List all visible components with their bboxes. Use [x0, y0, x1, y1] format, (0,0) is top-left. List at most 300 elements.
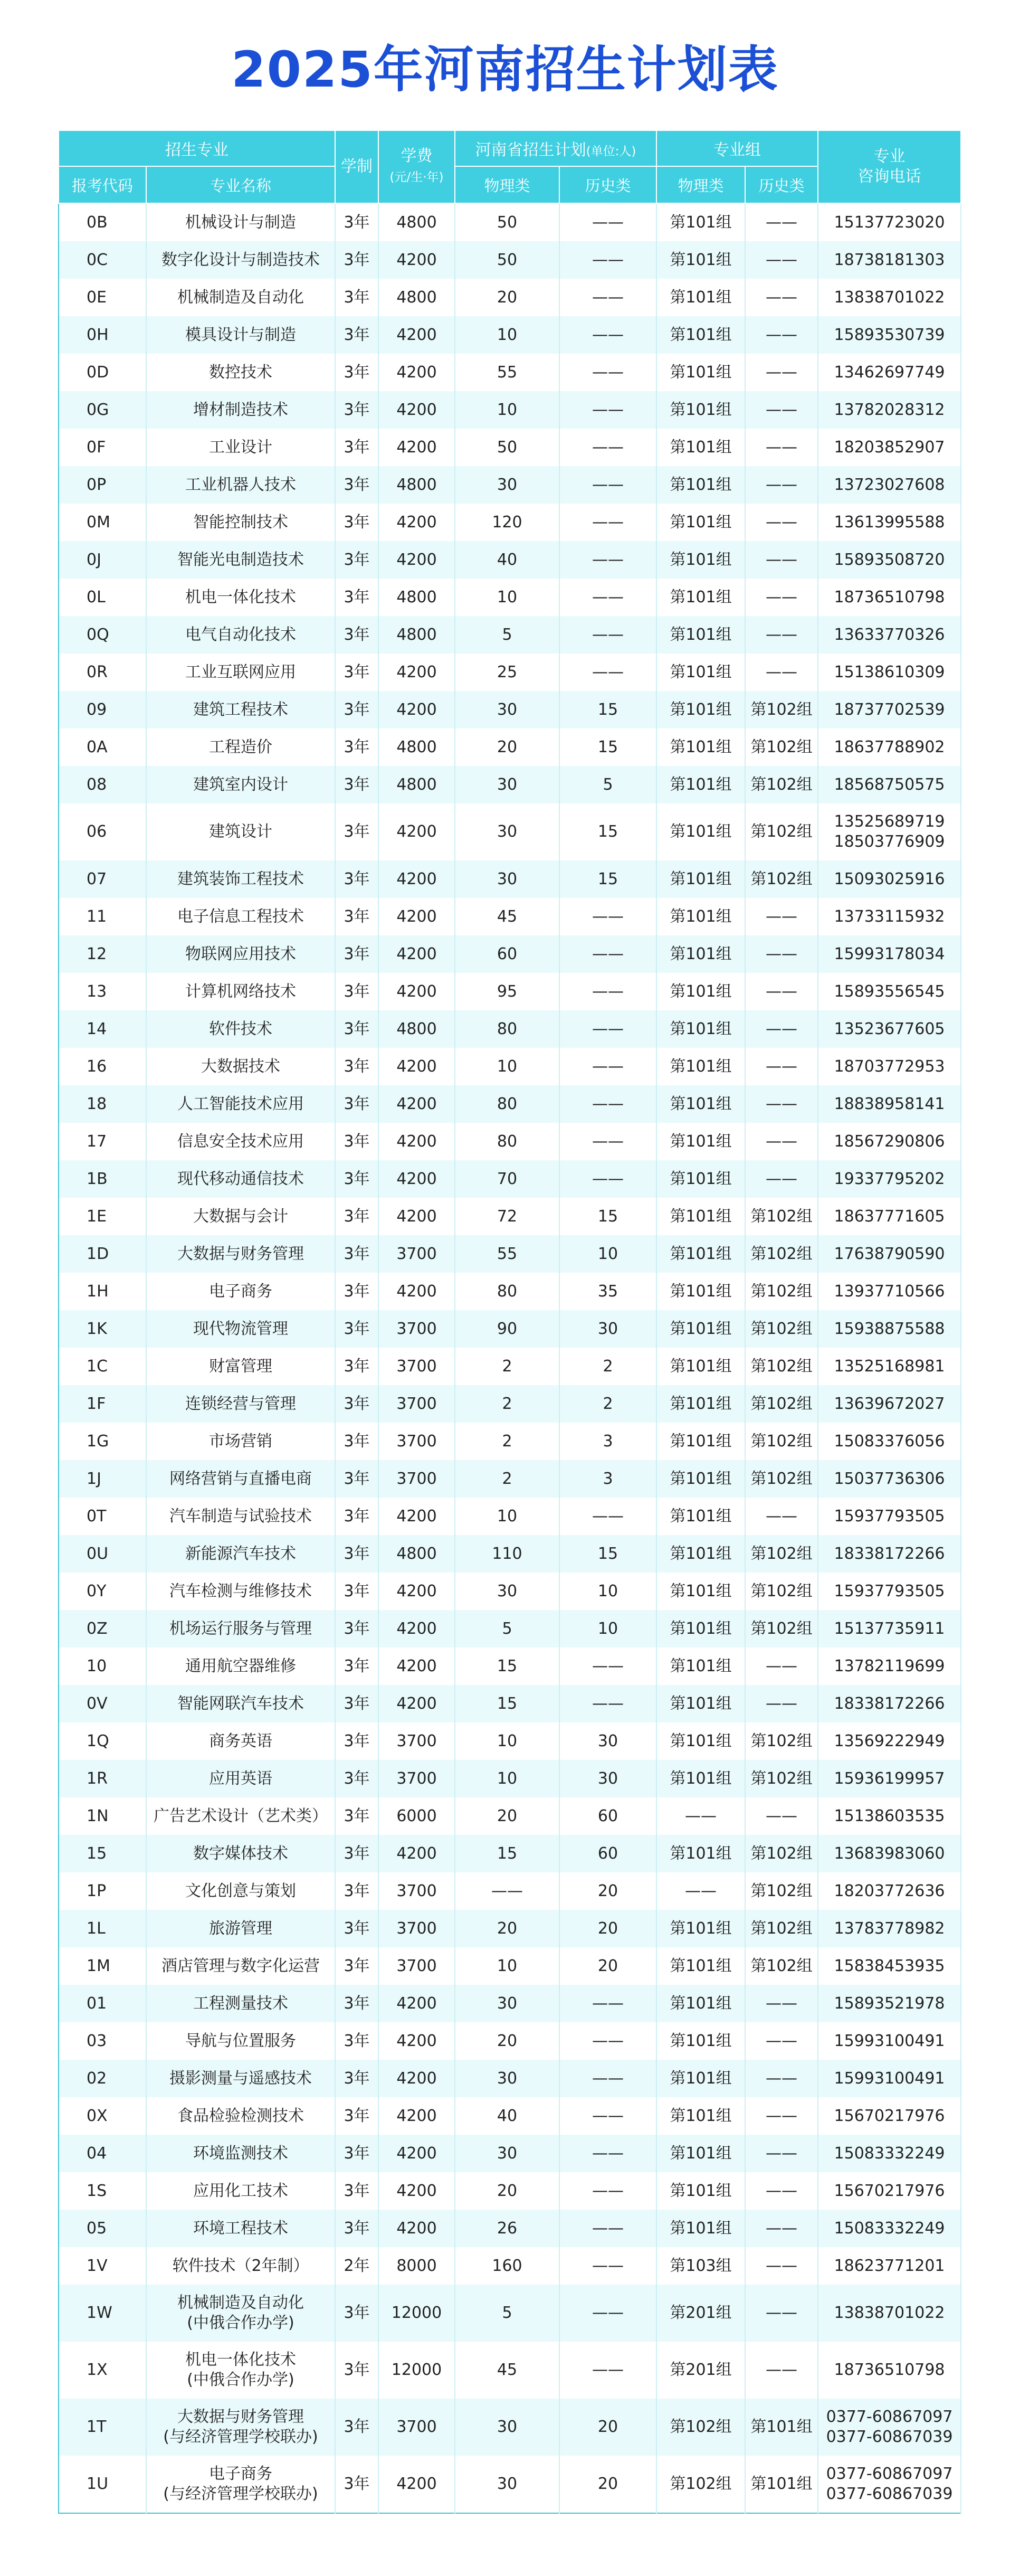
cell-group-physics — [656, 654, 745, 691]
cell-code — [59, 1310, 146, 1348]
cell-phone-text: 18338172266 — [834, 1544, 945, 1563]
cell-duration-text: 3年 — [344, 2031, 370, 2050]
cell-plan-physics — [455, 1835, 559, 1872]
cell-plan-history-text: —— — [592, 2069, 624, 2088]
cell-duration-text: 3年 — [344, 1544, 370, 1563]
cell-group-physics — [656, 1010, 745, 1048]
cell-plan-physics-text: 10 — [497, 400, 518, 419]
cell-duration — [335, 935, 378, 973]
table-row — [59, 1010, 961, 1048]
cell-group-history — [745, 1235, 818, 1273]
cell-name — [146, 1235, 335, 1273]
cell-code-text: 1U — [87, 2475, 109, 2493]
cell-group-history-text: —— — [766, 2304, 798, 2322]
cell-duration — [335, 1198, 378, 1235]
cell-fee-text: 4200 — [396, 1057, 437, 1076]
cell-fee-text: 4800 — [396, 775, 437, 794]
cell-plan-history — [559, 579, 656, 616]
cell-group-physics — [656, 466, 745, 504]
cell-phone-text: 18203852907 — [834, 438, 945, 457]
cell-name-text: 增材制造技术 — [193, 400, 288, 419]
header-group-history: 历史类 — [745, 166, 818, 203]
table-row — [59, 654, 961, 691]
cell-name — [146, 1797, 335, 1835]
cell-group-history-text: —— — [766, 438, 798, 457]
cell-code-text: 0T — [87, 1507, 107, 1526]
cell-plan-physics — [455, 1235, 559, 1273]
cell-group-history-text: —— — [766, 1169, 798, 1188]
cell-name-text: 电子信息工程技术 — [177, 907, 304, 926]
cell-phone — [818, 203, 961, 241]
cell-name-text: 摄影测量与遥感技术 — [169, 2069, 312, 2088]
cell-group-physics-text: 第101组 — [670, 1844, 732, 1863]
table-row — [59, 2022, 961, 2060]
cell-plan-history — [559, 1123, 656, 1160]
cell-fee-text: 4800 — [396, 737, 437, 756]
cell-plan-history — [559, 1273, 656, 1310]
cell-group-history-text: 第102组 — [750, 1844, 813, 1863]
cell-plan-history — [559, 1235, 656, 1273]
cell-code-text: 1W — [87, 2304, 112, 2322]
cell-plan-history-text: 60 — [597, 1844, 618, 1863]
cell-group-history-text: 第102组 — [750, 1731, 813, 1750]
header-name: 专业名称 — [146, 166, 335, 203]
cell-group-physics — [656, 2456, 745, 2513]
header-physics: 物理类 — [455, 166, 559, 203]
cell-group-physics — [656, 2097, 745, 2135]
cell-plan-physics — [455, 1797, 559, 1835]
cell-group-physics-text: —— — [685, 1881, 717, 1900]
cell-fee — [378, 1423, 455, 1460]
cell-group-history-text: 第102组 — [750, 737, 813, 756]
cell-name-text: 工程测量技术 — [193, 1994, 288, 2013]
cell-plan-history-text: —— — [592, 1094, 624, 1113]
cell-group-history — [745, 935, 818, 973]
cell-code — [59, 1048, 146, 1085]
cell-group-history — [745, 1797, 818, 1835]
cell-plan-physics — [455, 1573, 559, 1610]
cell-duration-text: 3年 — [344, 775, 370, 794]
cell-code — [59, 1535, 146, 1573]
cell-name — [146, 316, 335, 354]
header-group: 专业组 — [656, 130, 818, 166]
table-row — [59, 354, 961, 391]
header-duration: 学制 — [335, 130, 378, 203]
table-row — [59, 1835, 961, 1872]
cell-group-history-text: 第101组 — [750, 2475, 813, 2493]
cell-group-history-text: —— — [766, 513, 798, 532]
cell-phone — [818, 803, 961, 860]
cell-fee — [378, 1160, 455, 1198]
cell-plan-history — [559, 691, 656, 728]
cell-group-history-text: 第102组 — [750, 1244, 813, 1263]
cell-group-physics-text: 第101组 — [670, 1432, 732, 1451]
cell-name — [146, 860, 335, 898]
cell-name — [146, 429, 335, 466]
cell-plan-physics-text: 30 — [497, 1581, 518, 1600]
cell-plan-history-text: —— — [592, 2144, 624, 2163]
cell-name — [146, 1535, 335, 1573]
cell-name-text: 电子商务 — [209, 2465, 272, 2483]
cell-duration-text: 3年 — [344, 2181, 370, 2200]
cell-fee — [378, 1498, 455, 1535]
cell-plan-physics — [455, 1610, 559, 1647]
cell-group-history-text: —— — [766, 1057, 798, 1076]
cell-duration-text: 3年 — [344, 213, 370, 232]
cell-group-physics-text: 第101组 — [670, 550, 732, 569]
cell-group-history — [745, 2097, 818, 2135]
cell-plan-physics — [455, 316, 559, 354]
cell-name-text: 现代物流管理 — [193, 1319, 288, 1338]
cell-fee — [378, 654, 455, 691]
cell-fee — [378, 860, 455, 898]
cell-group-history — [745, 616, 818, 654]
cell-code-text: 10 — [87, 1656, 107, 1675]
cell-fee-text: 12000 — [391, 2361, 442, 2379]
cell-group-history — [745, 316, 818, 354]
cell-group-physics — [656, 1385, 745, 1423]
cell-group-physics — [656, 2060, 745, 2097]
cell-group-history — [745, 1872, 818, 1910]
cell-plan-history — [559, 766, 656, 803]
cell-fee-text: 4200 — [396, 363, 437, 382]
cell-name-text: 网络营销与直播电商 — [169, 1469, 312, 1488]
cell-fee-text: 4200 — [396, 1581, 437, 1600]
cell-phone — [818, 241, 961, 279]
table-row — [59, 1910, 961, 1947]
cell-fee-text: 4200 — [396, 1169, 437, 1188]
cell-plan-history-text: 15 — [597, 822, 618, 841]
cell-code — [59, 1573, 146, 1610]
cell-plan-physics-text: 55 — [497, 1244, 518, 1263]
cell-code — [59, 2456, 146, 2513]
cell-group-history-text: 第102组 — [750, 1619, 813, 1638]
cell-plan-physics-text: 20 — [497, 2031, 518, 2050]
cell-phone-line2: 0377-60867039 — [826, 2485, 953, 2503]
table-row — [59, 1310, 961, 1348]
cell-plan-physics — [455, 1273, 559, 1310]
cell-plan-physics-text: 20 — [497, 2181, 518, 2200]
cell-plan-physics — [455, 203, 559, 241]
cell-code — [59, 2399, 146, 2456]
cell-code-text: 1B — [87, 1169, 108, 1188]
cell-plan-history-text: 60 — [597, 1806, 618, 1825]
cell-name — [146, 898, 335, 935]
table-row — [59, 1760, 961, 1797]
cell-fee-text: 3700 — [396, 1244, 437, 1263]
cell-group-physics — [656, 2210, 745, 2247]
cell-name-text: 财富管理 — [209, 1357, 272, 1376]
cell-phone — [818, 1160, 961, 1198]
cell-group-physics — [656, 616, 745, 654]
cell-phone — [818, 935, 961, 973]
cell-name — [146, 1460, 335, 1498]
cell-fee — [378, 1985, 455, 2022]
table-row — [59, 1460, 961, 1498]
cell-code — [59, 2060, 146, 2097]
cell-plan-history — [559, 2342, 656, 2399]
cell-plan-history-text: 2 — [603, 1394, 613, 1413]
cell-group-history — [745, 429, 818, 466]
cell-name-text: 智能网联汽车技术 — [177, 1694, 304, 1713]
cell-group-physics-text: 第101组 — [670, 2031, 732, 2050]
cell-code-text: 0C — [87, 250, 108, 269]
cell-group-history-text: 第102组 — [750, 1881, 813, 1900]
cell-fee — [378, 1348, 455, 1385]
cell-fee-text: 4200 — [396, 1207, 437, 1226]
cell-group-physics-text: 第101组 — [670, 982, 732, 1001]
cell-fee-text: 4800 — [396, 288, 437, 307]
cell-code-text: 0Q — [87, 625, 109, 644]
cell-fee-text: 4800 — [396, 1019, 437, 1038]
cell-group-physics-text: 第101组 — [670, 662, 732, 681]
cell-duration-text: 3年 — [344, 325, 370, 344]
cell-group-history — [745, 803, 818, 860]
cell-name — [146, 1348, 335, 1385]
cell-group-physics — [656, 2285, 745, 2342]
cell-phone — [818, 860, 961, 898]
cell-plan-physics — [455, 2342, 559, 2399]
cell-plan-history — [559, 2399, 656, 2456]
cell-phone — [818, 766, 961, 803]
cell-group-physics-text: 第101组 — [670, 325, 732, 344]
cell-duration — [335, 316, 378, 354]
table-row — [59, 1123, 961, 1160]
cell-name — [146, 2097, 335, 2135]
table-row — [59, 1160, 961, 1198]
cell-group-history-text: —— — [766, 1019, 798, 1038]
cell-name — [146, 1498, 335, 1535]
cell-code — [59, 429, 146, 466]
cell-plan-physics — [455, 860, 559, 898]
cell-duration-text: 3年 — [344, 1694, 370, 1713]
cell-code-text: 1L — [87, 1919, 106, 1938]
cell-name-text: 应用英语 — [209, 1769, 272, 1788]
table-row — [59, 2097, 961, 2135]
cell-code — [59, 728, 146, 766]
cell-code — [59, 1235, 146, 1273]
cell-name — [146, 541, 335, 579]
table-row — [59, 316, 961, 354]
cell-group-physics — [656, 1085, 745, 1123]
cell-name-text: 建筑装饰工程技术 — [177, 869, 304, 888]
cell-plan-history-text: —— — [592, 1507, 624, 1526]
cell-name — [146, 466, 335, 504]
cell-group-physics-text: 第102组 — [670, 2475, 732, 2493]
cell-name-line2: (中俄合作办学) — [187, 2314, 294, 2332]
cell-code — [59, 1010, 146, 1048]
cell-plan-physics — [455, 429, 559, 466]
cell-name — [146, 1947, 335, 1985]
cell-code — [59, 1947, 146, 1985]
table-row — [59, 1535, 961, 1573]
cell-name-text: 环境工程技术 — [193, 2219, 288, 2238]
cell-plan-physics-text: 25 — [497, 662, 518, 681]
cell-name-text: 大数据与会计 — [193, 1207, 288, 1226]
table-row — [59, 1048, 961, 1085]
cell-phone-text: 0377-60867097 — [826, 2408, 953, 2426]
cell-group-history-text: 第102组 — [750, 1207, 813, 1226]
cell-group-history-text: —— — [766, 363, 798, 382]
cell-phone — [818, 654, 961, 691]
cell-group-physics-text: 第101组 — [670, 1394, 732, 1413]
cell-phone-text: 15993100491 — [834, 2069, 945, 2088]
cell-group-history-text: —— — [766, 1094, 798, 1113]
cell-fee-text: 4800 — [396, 213, 437, 232]
cell-group-history — [745, 1348, 818, 1385]
cell-plan-physics-text: 30 — [497, 2418, 518, 2436]
cell-phone-text: 18338172266 — [834, 1694, 945, 1713]
cell-fee — [378, 1797, 455, 1835]
cell-duration — [335, 1573, 378, 1610]
cell-fee-text: 4200 — [396, 550, 437, 569]
cell-plan-history — [559, 1498, 656, 1535]
cell-plan-history — [559, 1573, 656, 1610]
cell-plan-history — [559, 2060, 656, 2097]
cell-duration — [335, 504, 378, 541]
cell-plan-physics-text: 30 — [497, 2069, 518, 2088]
cell-name-text: 工业设计 — [209, 438, 272, 457]
cell-fee-text: 3700 — [396, 1731, 437, 1750]
cell-phone-text: 18703772953 — [834, 1057, 945, 1076]
cell-plan-physics-text: 40 — [497, 550, 518, 569]
cell-name — [146, 579, 335, 616]
cell-duration-text: 3年 — [344, 363, 370, 382]
cell-plan-physics-text: 5 — [502, 1619, 512, 1638]
cell-name-text: 汽车制造与试验技术 — [169, 1507, 312, 1526]
cell-group-history — [745, 2342, 818, 2399]
cell-name — [146, 1760, 335, 1797]
table-row — [59, 1273, 961, 1310]
cell-duration — [335, 1947, 378, 1985]
cell-name-text: 数字化设计与制造技术 — [161, 250, 320, 269]
cell-name — [146, 1722, 335, 1760]
cell-group-history — [745, 766, 818, 803]
cell-group-history-text: —— — [766, 1507, 798, 1526]
cell-duration-text: 3年 — [344, 1731, 370, 1750]
cell-phone-text: 13733115932 — [834, 907, 945, 926]
cell-code-text: 0Z — [87, 1619, 108, 1638]
cell-code-text: 0V — [87, 1694, 108, 1713]
cell-fee — [378, 2342, 455, 2399]
header-history: 历史类 — [559, 166, 656, 203]
table-row — [59, 1685, 961, 1722]
cell-plan-physics — [455, 1498, 559, 1535]
cell-name-text: 应用化工技术 — [193, 2181, 288, 2200]
header-fee — [378, 130, 455, 203]
cell-plan-physics — [455, 1910, 559, 1947]
cell-group-physics — [656, 504, 745, 541]
cell-group-physics-text: 第101组 — [670, 400, 732, 419]
table-row — [59, 429, 961, 466]
cell-name-text: 物联网应用技术 — [185, 944, 296, 963]
cell-phone-text: 13569222949 — [834, 1731, 945, 1750]
cell-name-text: 机械制造及自动化 — [177, 288, 304, 307]
cell-group-history — [745, 1647, 818, 1685]
cell-duration — [335, 1498, 378, 1535]
cell-code — [59, 203, 146, 241]
cell-group-physics-text: 第101组 — [670, 588, 732, 607]
cell-plan-physics-text: 90 — [497, 1319, 518, 1338]
cell-code — [59, 898, 146, 935]
cell-fee — [378, 1910, 455, 1947]
cell-plan-physics-text: 30 — [497, 822, 518, 841]
table-row — [59, 2399, 961, 2456]
cell-duration — [335, 1310, 378, 1348]
cell-group-physics-text: 第101组 — [670, 1244, 732, 1263]
cell-duration-text: 3年 — [344, 550, 370, 569]
table-row — [59, 1498, 961, 1535]
table-row — [59, 2285, 961, 2342]
cell-plan-physics — [455, 1160, 559, 1198]
header-code: 报考代码 — [59, 166, 146, 203]
cell-phone-text: 18738181303 — [834, 250, 945, 269]
cell-group-history-text: —— — [766, 1656, 798, 1675]
cell-group-physics-text: 第101组 — [670, 1507, 732, 1526]
cell-code — [59, 1985, 146, 2022]
cell-group-history — [745, 279, 818, 316]
cell-fee — [378, 691, 455, 728]
cell-group-physics-text: 第201组 — [670, 2304, 732, 2322]
cell-code — [59, 803, 146, 860]
cell-name — [146, 279, 335, 316]
cell-fee — [378, 203, 455, 241]
cell-name-text: 计算机网络技术 — [185, 982, 296, 1001]
cell-fee — [378, 2097, 455, 2135]
cell-group-physics-text: —— — [685, 1806, 717, 1825]
cell-group-physics-text: 第101组 — [670, 1319, 732, 1338]
cell-phone-text: 15893521978 — [834, 1994, 945, 2013]
cell-plan-history — [559, 1423, 656, 1460]
cell-group-history — [745, 241, 818, 279]
cell-plan-history-text: —— — [592, 2031, 624, 2050]
cell-phone — [818, 1010, 961, 1048]
cell-group-history-text: 第102组 — [750, 1544, 813, 1563]
cell-code-text: 01 — [87, 1994, 107, 2013]
cell-plan-history — [559, 2210, 656, 2247]
cell-group-history-text: 第102组 — [750, 822, 813, 841]
cell-phone-text: 13937710566 — [834, 1282, 945, 1301]
cell-plan-physics — [455, 691, 559, 728]
cell-plan-history-text: 10 — [597, 1581, 618, 1600]
cell-fee — [378, 2022, 455, 2060]
cell-duration-text: 3年 — [344, 625, 370, 644]
cell-group-physics-text: 第101组 — [670, 1469, 732, 1488]
cell-name-text: 智能控制技术 — [193, 513, 288, 532]
table-row — [59, 1085, 961, 1123]
cell-group-physics — [656, 354, 745, 391]
cell-group-history-text: 第102组 — [750, 1394, 813, 1413]
header-phone-line2: 咨询电话 — [857, 167, 921, 186]
cell-name-text: 机场运行服务与管理 — [169, 1619, 312, 1638]
cell-phone — [818, 1348, 961, 1385]
cell-plan-physics — [455, 354, 559, 391]
cell-duration-text: 3年 — [344, 944, 370, 963]
cell-fee-text: 4200 — [396, 1282, 437, 1301]
cell-phone-text: 18737702539 — [834, 700, 945, 719]
cell-group-history-text: —— — [766, 1132, 798, 1151]
cell-plan-history — [559, 1535, 656, 1573]
cell-fee-text: 4200 — [396, 2475, 437, 2493]
cell-plan-physics — [455, 2097, 559, 2135]
cell-duration — [335, 2247, 378, 2285]
cell-name-text: 文化创意与策划 — [185, 1881, 296, 1900]
cell-name-text: 大数据技术 — [201, 1057, 280, 1076]
cell-plan-history-text: —— — [592, 325, 624, 344]
cell-group-physics — [656, 766, 745, 803]
cell-duration — [335, 616, 378, 654]
cell-duration — [335, 2135, 378, 2172]
